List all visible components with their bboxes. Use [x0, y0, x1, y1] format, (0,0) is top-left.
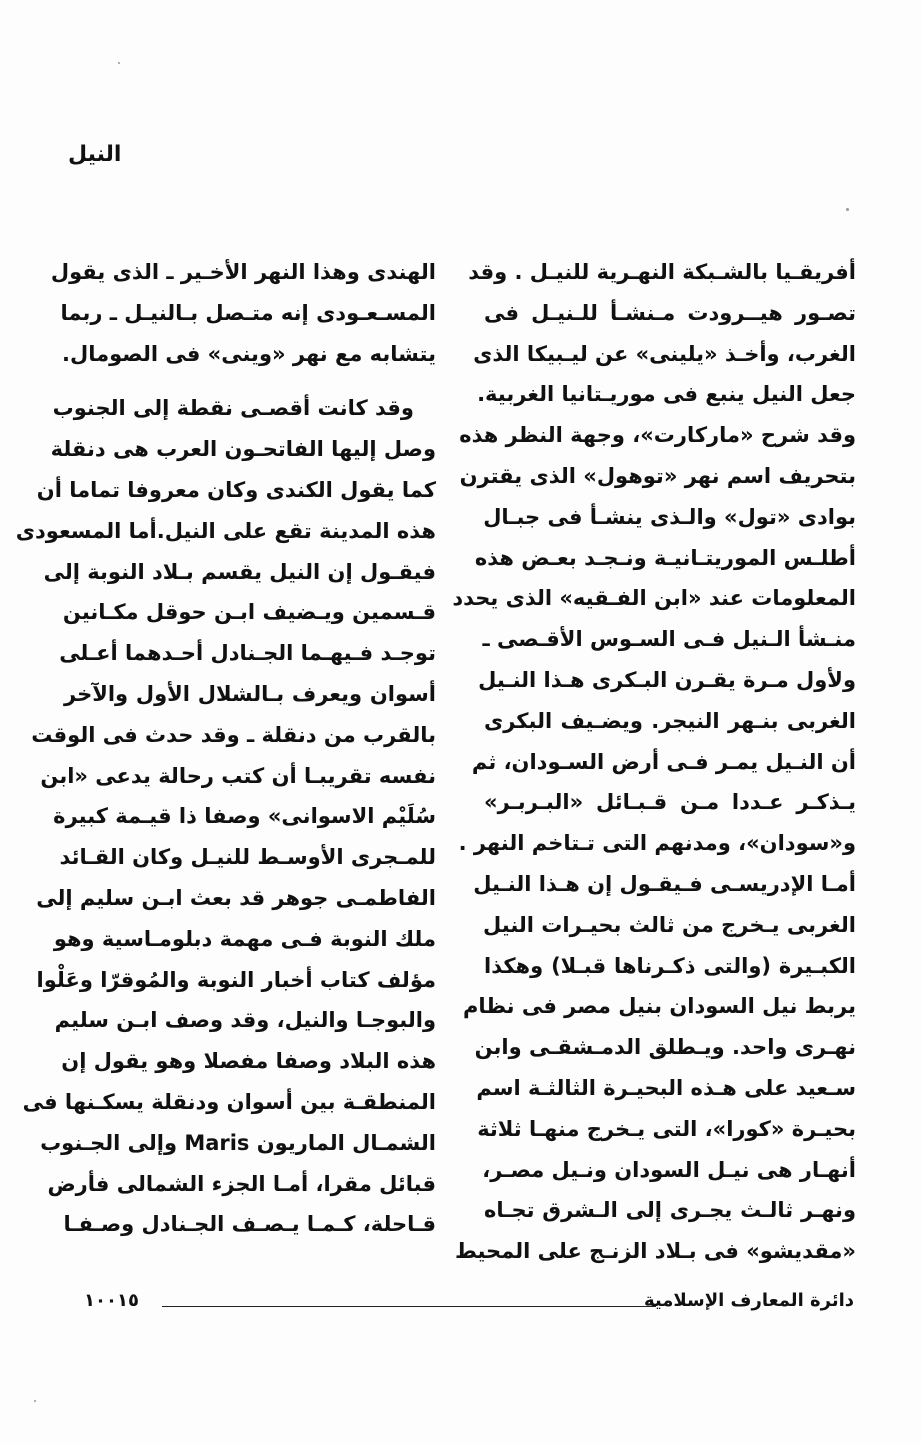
text-line: منـشأ الـنيل فـى السـوس الأقـصى ـ [482, 627, 856, 652]
text-line: الغربى بنـهر النيجر. ويضـيف البكرى [484, 708, 856, 733]
text-line: وصل إليها الفاتحـون العرب هى دنقلة [50, 437, 436, 462]
text-line: بوادى «تول» والـذى ينشـأ فى جبـال [483, 504, 856, 529]
text-line: أمـا الإدريسـى فـيقـول إن هـذا النـيل [473, 871, 856, 896]
text-line: سـعيد على هـذه البحيـرة الثالثـة اسم [476, 1075, 856, 1100]
footer-rule [162, 1306, 656, 1307]
text-line: يربط نيل السودان بنيل مصر فى نظام [462, 994, 856, 1019]
paragraph-gap [64, 374, 436, 388]
text-line: ملك النوبة فـى مهمة دبلومـاسية وهو [53, 926, 436, 951]
text-line: أفريقـيا بالشـبكة النهـرية للنيـل . وقد [468, 260, 856, 284]
footer-title: دائرة المعارف الإسلامية [643, 1290, 854, 1311]
left-column [15, 252, 436, 1245]
text-line: ونهـر ثالـث يجـرى إلى الـشرق تجـاه [484, 1198, 856, 1223]
scan-speck [118, 62, 120, 64]
text-line: يتشابه مع نهر «وينى» فى الصومال. [62, 341, 436, 366]
text-line: قـاحلة، كـمـا يـصـف الجـنادل وصـفـا [63, 1212, 436, 1237]
text-line: المنطقـة بين أسوان ودنقلة يسكـنها فى [22, 1089, 436, 1114]
text-line: المسـعـودى إنه متـصل بـالنيـل ـ ربما [60, 300, 436, 325]
text-line: مؤلف كتاب أخبار النوبة والمُوقرّا وعَلْوا [36, 967, 436, 992]
text-line: وقد شرح «ماركارت»، وجهة النظر هذه [459, 423, 856, 448]
right-column [452, 252, 856, 1272]
text-line: بحيـرة «كورا»، التى يـخرج منهـا ثلاثة [477, 1116, 856, 1141]
text-line: كما يقول الكندى وكان معروفا تماما أن [36, 477, 436, 502]
page-number: ١٠٠١٥ [84, 1290, 139, 1311]
text-line: تصـور هيــرودت مـنشـأ للـنيـل فى [484, 300, 856, 325]
text-line: «مقديشو» فى بـلاد الزنـج على المحيط [455, 1239, 856, 1264]
text-line: أطلـس الموريتـانيـة ونـجـد بعـض هذه [474, 545, 856, 570]
text-line: الغرب، وأخـذ «يلينى» عن ليـبيكا الذى [473, 341, 856, 366]
text-line: هذه البلاد وصفا مفصلا وهو يقول إن [61, 1049, 436, 1074]
text-line: أسوان ويعرف بـالشلال الأول والآخر [64, 681, 436, 706]
text-line: بتحريف اسم نهر «توهول» الذى يقترن [459, 463, 856, 488]
text-line: المعلومات عند «ابن الفـقيه» الذى يحدد [452, 586, 856, 611]
page-footer [84, 1290, 854, 1320]
running-head: النيل [68, 142, 122, 167]
text-line: للمـجرى الأوسـط للنيـل وكان القـائد [59, 845, 436, 870]
text-line: قبائل مقرا، أمـا الجزء الشمالى فأرض [47, 1171, 436, 1196]
text-line: نهـرى واحد. ويـطلق الدمـشقـى وابن [474, 1035, 856, 1060]
text-line: سُلَيْم الاسوانى» وصفا ذا قيـمة كبيرة [53, 804, 436, 829]
text-line: الكبـيرة (والتى ذكـرناها قبـلا) وهكذا [484, 953, 856, 978]
text-line: يـذكـر عـددا مـن قـبـائل «البـربـر» [484, 790, 856, 815]
text-line: الهندى وهذا النهر الأخـير ـ الذى يقول [50, 260, 436, 284]
text-line: و«سودان»، ومدنهم التى تـتاخم النهر . [458, 831, 856, 856]
text-line: قـسمين ويـضيف ابـن حوقل مكـانين [62, 600, 436, 625]
scan-speck [34, 1400, 36, 1402]
text-line: أنهـار هى نيـل السودان ونـيل مصـر، [482, 1157, 856, 1182]
text-line: جعل النيل ينبع فى موريـتانيا الغربية. [477, 382, 856, 407]
text-line: وقد كانت أقصـى نقطة إلى الجنوب [52, 396, 414, 421]
text-line: هذه المدينة تقع على النيل.أما المسعودى [15, 518, 436, 543]
text-line: فيقـول إن النيل يقسم بـلاد النوبة إلى [43, 559, 436, 584]
text-line: والبوجـا والنيل، وقد وصف ابـن سليم [54, 1008, 436, 1033]
text-line: توجـد فـيهـما الجـنادل أحـدهما أعـلى [59, 641, 436, 666]
text-line: الغربى يـخرج من ثالث بحيـرات النيل [483, 912, 856, 937]
text-line: الفاطمـى جوهر قد بعث ابـن سليم إلى [36, 885, 436, 910]
text-line: الشمـال الماريون Maris وإلى الجـنوب [40, 1130, 436, 1155]
text-line: أن النـيل يمـر فـى أرض السـودان، ثم [471, 749, 856, 774]
text-line: نفسه تقريبـا أن كتب رحالة يدعى «ابن [40, 763, 436, 788]
text-line: ولأول مـرة يقـرن البـكرى هـذا النـيل [478, 667, 856, 692]
text-line: بالقرب من دنقلة ـ وقد حدث فى الوقت [31, 722, 436, 747]
scan-speck [846, 208, 849, 211]
